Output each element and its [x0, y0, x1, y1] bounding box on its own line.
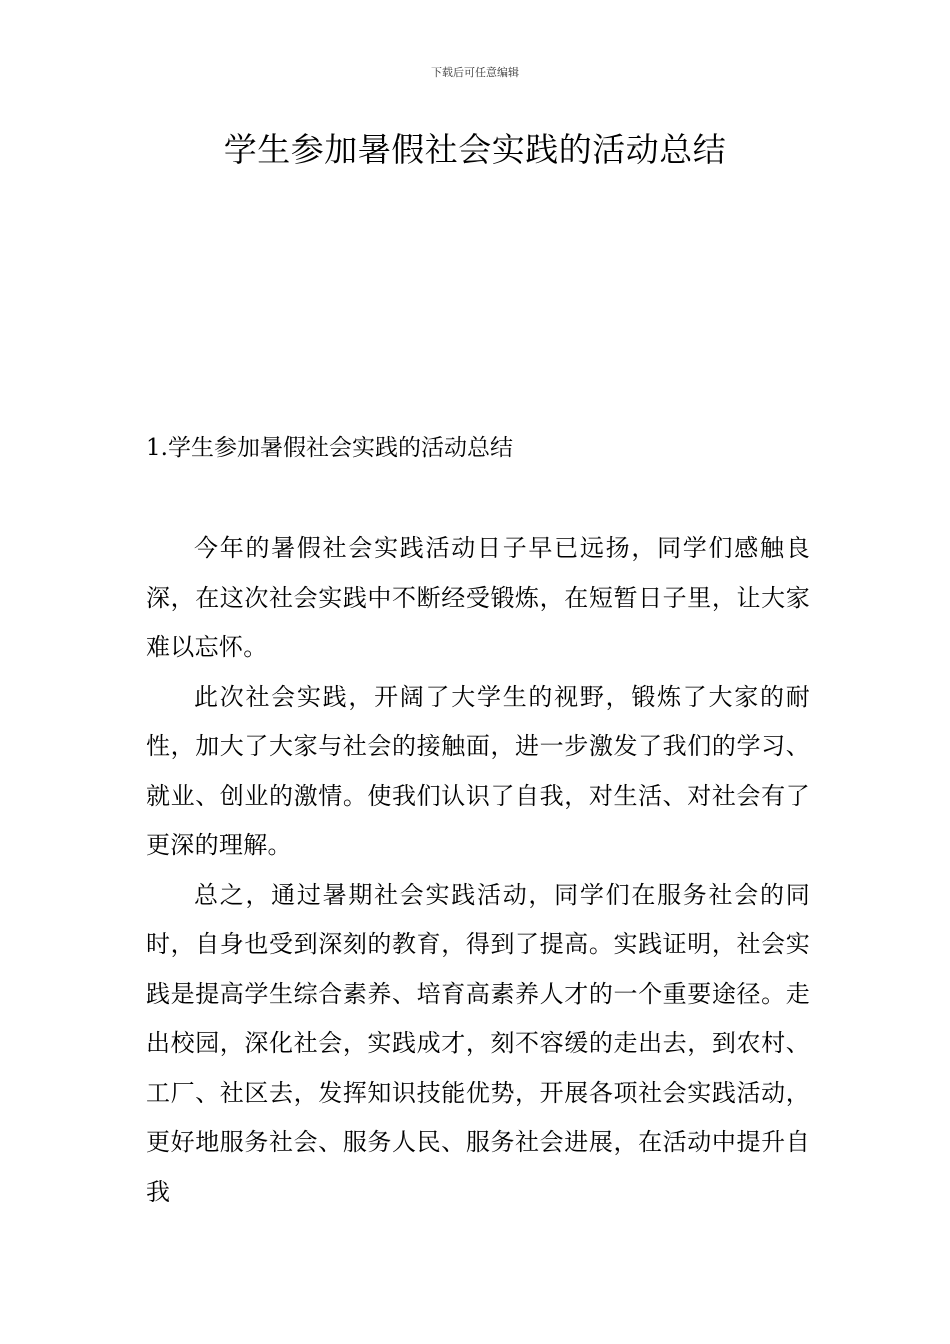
paragraph-3: 总之，通过暑期社会实践活动，同学们在服务社会的同时，自身也受到深刻的教育，得到了提高。实践证明，社会实践是提高学生综合素养、培育高素养人才的一个重要途径。走出校园，深化社会，实践成才，刻不容缓的走出去，到农村、工厂、社区去，发挥知识技能优势，开展各项社会实践活动，更好地服务社会、服务人民、服务社会进展，在活动中提升自我	[146, 880, 810, 1206]
paragraph-2: 此次社会实践，开阔了大学生的视野，锻炼了大家的耐性，加大了大家与社会的接触面，进一步激发了我们的学习、就业、创业的激情。使我们认识了自我，对生活、对社会有了更深的理解。	[146, 682, 810, 859]
section-heading: 1.学生参加暑假社会实践的活动总结	[146, 435, 513, 461]
header-note: 下载后可任意编辑	[431, 66, 519, 79]
paragraph-1: 今年的暑假社会实践活动日子早已远扬，同学们感触良深，在这次社会实践中不断经受锻炼，在短暂日子里，让大家难以忘怀。	[146, 534, 810, 661]
body-text	[146, 524, 810, 1217]
document-title: 学生参加暑假社会实践的活动总结	[223, 130, 727, 169]
